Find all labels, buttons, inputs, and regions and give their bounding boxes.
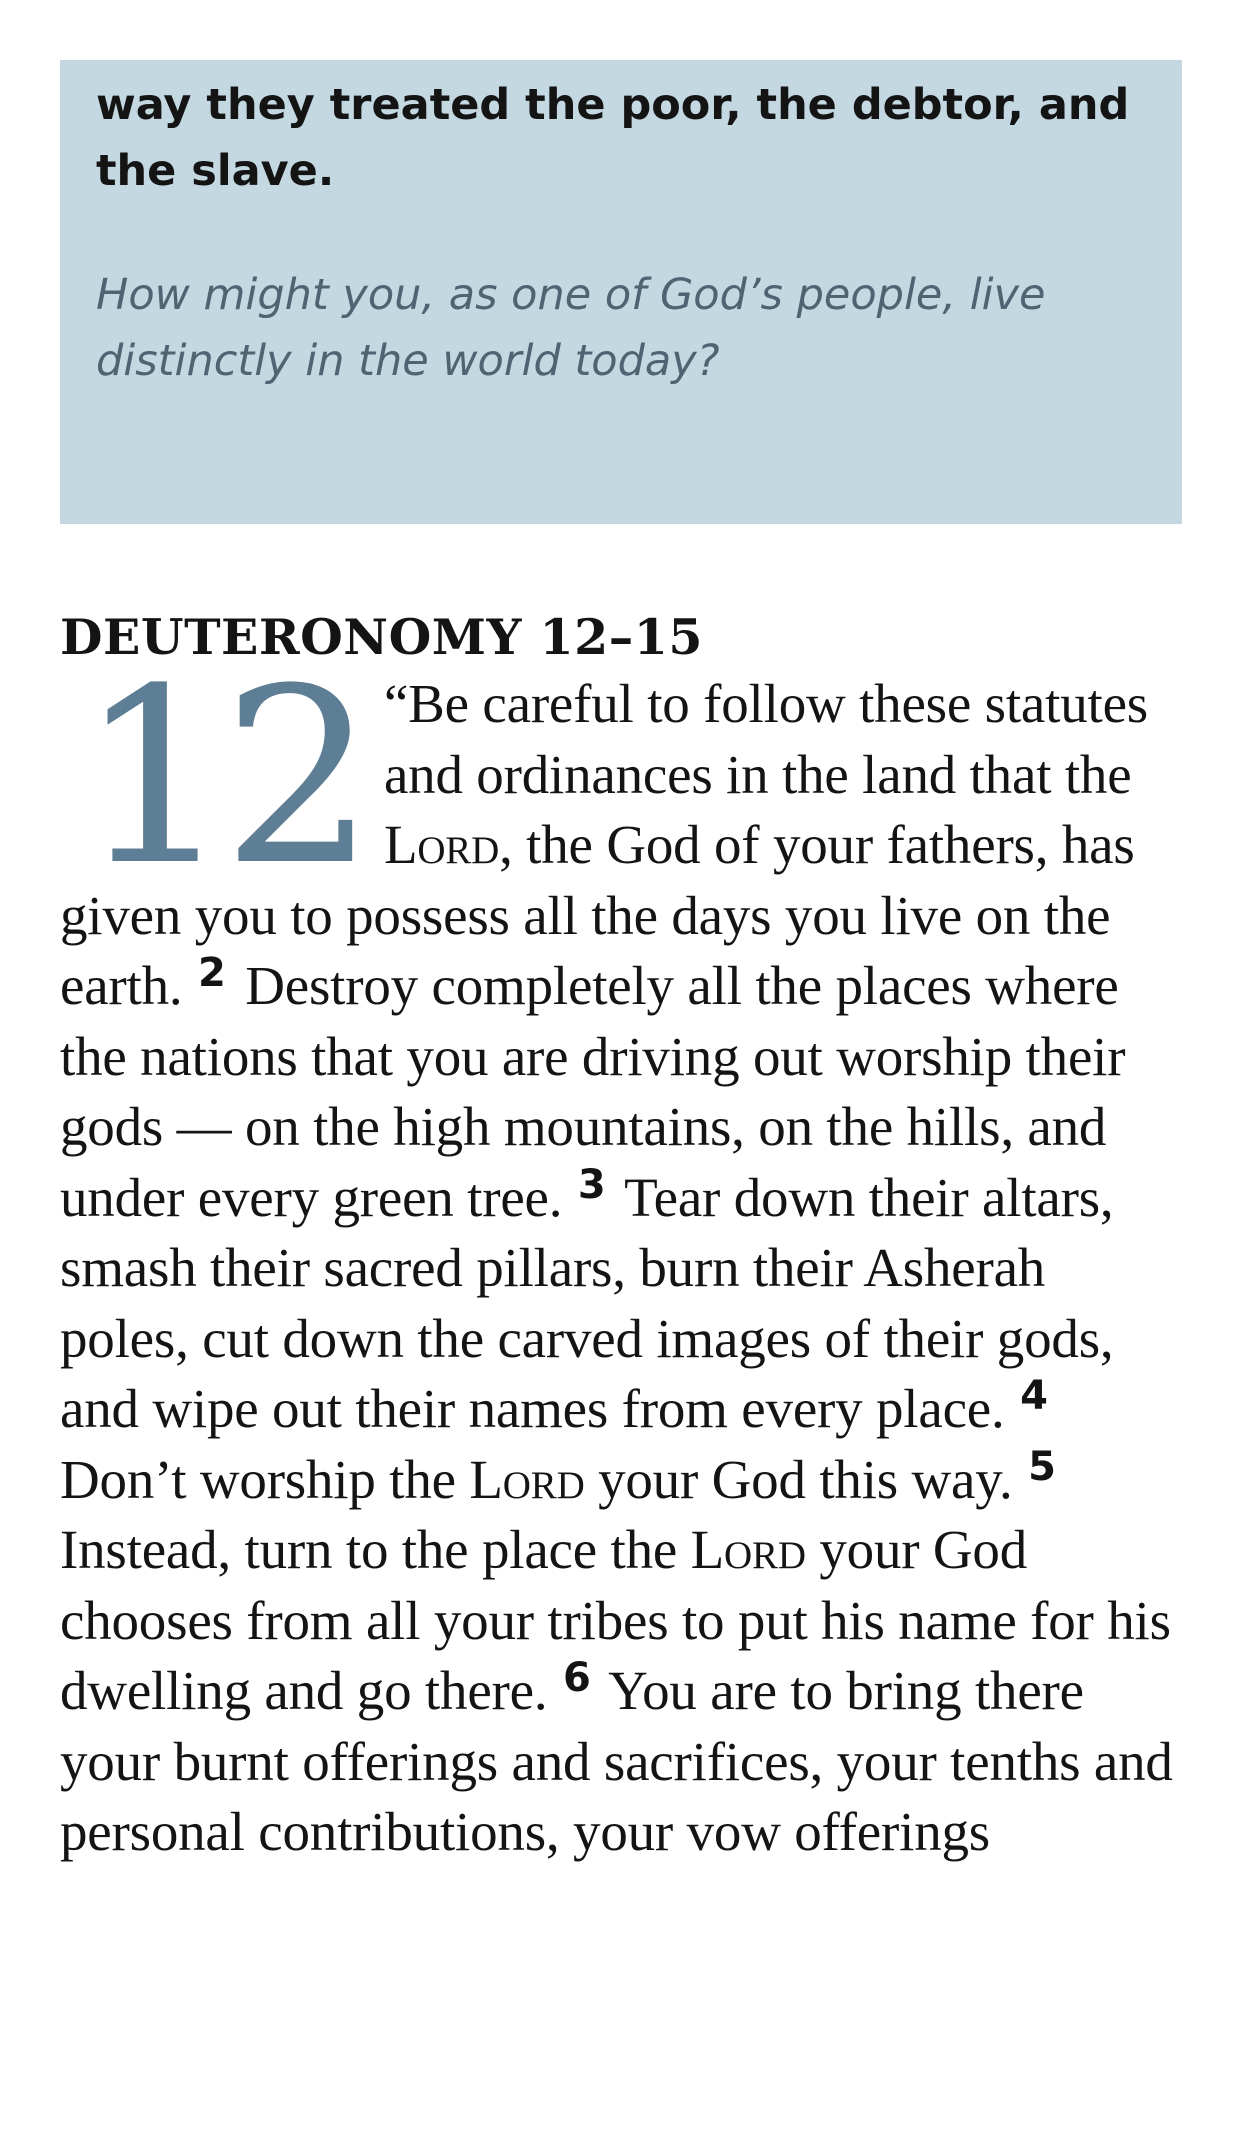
reflection-callout [60,60,1182,524]
verse-5-text-a: Instead, turn to the place the [60,1519,691,1580]
verse-4-text-b: your God this way. [584,1448,1027,1510]
verse-5-text-b: your God chooses from all your tribes to put his name for his dwelling and go there. [60,1519,1171,1721]
verse-2-text: Destroy completely all the places where the nations that you are driving out worship their gods — on the high mountains, on the hills, and under every green tree. [60,955,1126,1228]
verse-1-text-b: , the God of your fathers, has given you to possess all the days you live on the earth. [60,814,1135,1016]
callout-question: How might you, as one of God’s people, live distinctly in the world today? [96,270,1046,386]
verse-3-text: Tear down their altars, smash their sacred pillars, burn their Asherah poles, cut down the carved images of their gods, and wipe out their names from every place. [60,1166,1114,1439]
verse-4-text-a: Don’t worship the [60,1448,470,1510]
verse-6-text: You are to bring there your burnt offerings and sacrifices, your tenths and personal contributions, your vow offerings [60,1660,1173,1862]
divine-name: Lord [690,1519,806,1580]
verse-number: 4 [1020,1373,1048,1419]
verse-number: 2 [198,950,226,996]
verse-number: 3 [577,1161,606,1208]
verse-number: 5 [1028,1443,1056,1490]
scripture-reading [60,605,1185,1868]
callout-text: way they treated the poor, the debtor, and the slave. [96,80,1130,196]
section-heading: DEUTERONOMY 12–15 [60,608,703,666]
chapter-number: 12 [78,637,366,919]
divine-name: Lord [469,1448,585,1510]
verse-number: 6 [562,1655,591,1701]
divine-name: Lord [383,814,500,875]
verse-1-text-a: “Be careful to follow these statutes and ordinances in the land that the [383,673,1148,805]
